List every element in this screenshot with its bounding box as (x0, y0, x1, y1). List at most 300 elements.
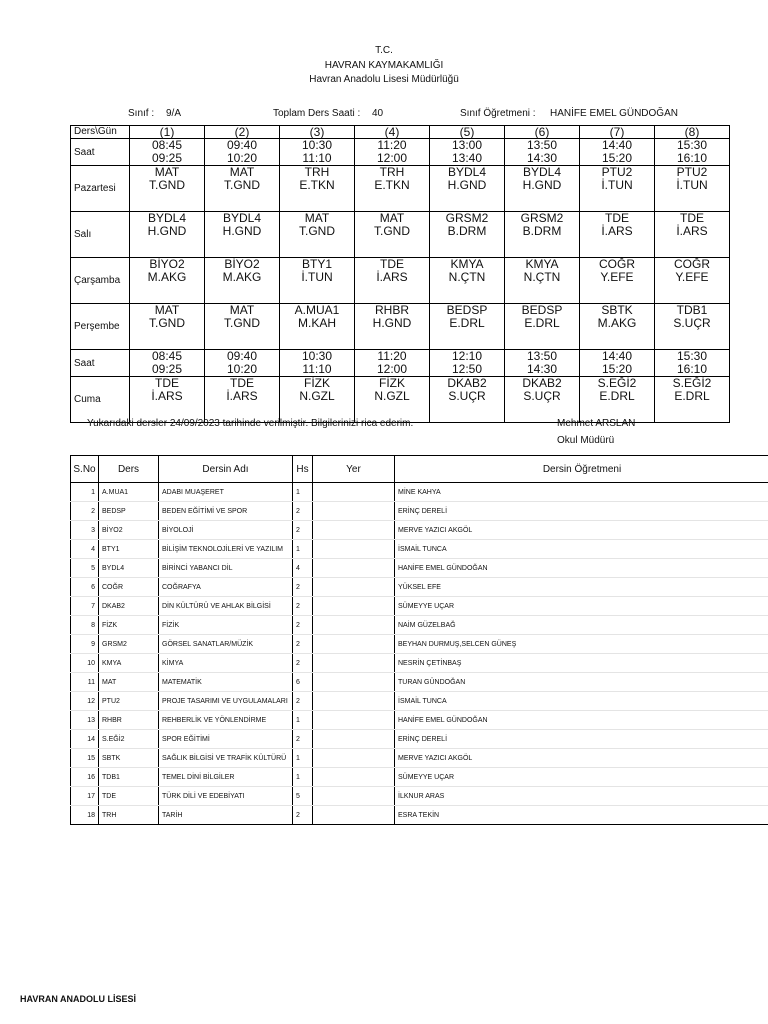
row-number: 3 (71, 521, 99, 540)
lesson-hours: 2 (293, 692, 313, 711)
class-value: 9/A (166, 108, 182, 119)
time-row (71, 139, 730, 166)
lesson-hours: 2 (293, 578, 313, 597)
table-row (71, 502, 768, 521)
teacher-code: M.KAH (297, 316, 336, 330)
lesson-room (313, 616, 395, 635)
lesson-code: BEDSP (521, 303, 563, 317)
table-row (71, 673, 768, 692)
lesson-hours: 2 (293, 635, 313, 654)
lesson-room (313, 711, 395, 730)
lesson-name: BİLİŞİM TEKNOLOJİLERİ VE YAZILIM (159, 540, 293, 559)
start-time: 08:45 (151, 138, 183, 152)
lesson-room (313, 597, 395, 616)
lesson-code: GRSM2 (520, 211, 564, 225)
class-teacher-label: Sınıf Öğretmeni : (460, 108, 536, 119)
time-label: Saat (71, 139, 130, 166)
lesson-code: TDE (230, 376, 254, 390)
lesson-cell (580, 258, 655, 304)
table-row (71, 711, 768, 730)
teacher-code: H.GND (147, 224, 187, 238)
lesson-room (313, 540, 395, 559)
row-number: 12 (71, 692, 99, 711)
lesson-code: PTU2 (601, 165, 633, 179)
header-authority: HAVRAN KAYMAKAMLIĞI (324, 60, 444, 71)
start-time: 09:40 (226, 349, 258, 363)
table-row (71, 559, 768, 578)
lesson-teacher: İSMAİL TUNCA (395, 692, 768, 711)
teacher-code: Y.EFE (600, 270, 634, 284)
lesson-name: SAĞLIK BİLGİSİ VE TRAFİK KÜLTÜRÜ (159, 749, 293, 768)
lesson-cell (505, 377, 580, 423)
row-number: 2 (71, 502, 99, 521)
period-header: (2) (205, 126, 280, 139)
teacher-code: N.ÇTN (523, 270, 561, 284)
lesson-hours: 1 (293, 540, 313, 559)
lesson-cell (505, 258, 580, 304)
end-time: 10:20 (226, 362, 258, 376)
lesson-code: BİYO2 (149, 257, 185, 271)
period-header: (8) (655, 126, 730, 139)
table-row (71, 806, 768, 825)
teacher-code: S.UÇR (523, 389, 561, 403)
col-header-name: Dersin Adı (159, 456, 293, 483)
lesson-cell (580, 377, 655, 423)
lesson-cell (280, 377, 355, 423)
day-row (71, 258, 730, 304)
time-cell (505, 139, 580, 166)
lesson-code: BTY1 (301, 257, 332, 271)
lesson-cell (205, 212, 280, 258)
lesson-cell (280, 258, 355, 304)
lesson-teacher: SÜMEYYE UÇAR (395, 597, 768, 616)
lesson-code: DKAB2 (447, 376, 487, 390)
end-time: 12:00 (376, 362, 408, 376)
lesson-teacher: MERVE YAZICI AKGÖL (395, 521, 768, 540)
end-time: 11:10 (302, 362, 332, 376)
lesson-code: MAT (154, 165, 180, 179)
teacher-code: M.AKG (147, 270, 187, 284)
lesson-code: MAT (229, 303, 255, 317)
lesson-code: TRH (379, 165, 405, 179)
lesson-cell (130, 166, 205, 212)
period-header: (7) (580, 126, 655, 139)
footnote-text: Yukarıdaki dersler 24/09/2023 tarihinde verilmiştir. Bilgilerinizi rica ederim. (87, 418, 414, 429)
teacher-code: T.GND (149, 178, 185, 192)
time-cell (430, 139, 505, 166)
period-header: (4) (355, 126, 430, 139)
lesson-name: TARİH (159, 806, 293, 825)
time-cell (505, 350, 580, 377)
end-time: 15:20 (601, 151, 633, 165)
lesson-code: BİYO2 (99, 521, 159, 540)
end-time: 16:10 (676, 362, 708, 376)
lesson-teacher: HANİFE EMEL GÜNDOĞAN (395, 711, 768, 730)
time-cell (130, 139, 205, 166)
total-hours-label: Toplam Ders Saati : (273, 108, 361, 119)
lesson-teacher: İSMAİL TUNCA (395, 540, 768, 559)
col-header-no: S.No (71, 456, 99, 483)
lesson-code: FİZK (379, 376, 405, 390)
class-teacher-value: HANİFE EMEL GÜNDOĞAN (550, 108, 678, 119)
lesson-name: REHBERLİK VE YÖNLENDİRME (159, 711, 293, 730)
lesson-cell (580, 304, 655, 350)
lesson-cell (580, 166, 655, 212)
teacher-code: İ.ARS (376, 270, 408, 284)
table-row (71, 597, 768, 616)
lesson-code: MAT (99, 673, 159, 692)
row-number: 9 (71, 635, 99, 654)
day-row (71, 166, 730, 212)
row-number: 11 (71, 673, 99, 692)
lesson-code: RHBR (99, 711, 159, 730)
lesson-cell (430, 212, 505, 258)
teacher-code: E.DRL (524, 316, 560, 330)
lesson-code: DKAB2 (522, 376, 562, 390)
lesson-code: BİYO2 (224, 257, 260, 271)
table-row (71, 768, 768, 787)
principal-title: Okul Müdürü (557, 435, 615, 446)
teacher-code: İ.TUN (676, 178, 708, 192)
lesson-name: MATEMATİK (159, 673, 293, 692)
teacher-code: T.GND (149, 316, 185, 330)
lesson-code: TDE (155, 376, 179, 390)
lesson-cell (355, 258, 430, 304)
lesson-teacher: ERİNÇ DERELİ (395, 730, 768, 749)
lesson-code: BTY1 (99, 540, 159, 559)
lesson-code: SBTK (99, 749, 159, 768)
teacher-code: N.GZL (374, 389, 410, 403)
lesson-cell (430, 377, 505, 423)
start-time: 12:10 (451, 349, 483, 363)
row-number: 15 (71, 749, 99, 768)
teacher-code: E.DRL (599, 389, 635, 403)
lesson-teacher: BEYHAN DURMUŞ,SELCEN GÜNEŞ (395, 635, 768, 654)
lesson-cell (505, 304, 580, 350)
teacher-code: E.TKN (299, 178, 335, 192)
row-number: 5 (71, 559, 99, 578)
lesson-code: A.MUA1 (294, 303, 340, 317)
time-cell (130, 350, 205, 377)
time-cell (355, 350, 430, 377)
time-cell (580, 350, 655, 377)
lesson-room (313, 502, 395, 521)
start-time: 13:50 (526, 349, 558, 363)
lesson-room (313, 559, 395, 578)
lesson-room (313, 578, 395, 597)
table-row (71, 578, 768, 597)
teacher-code: M.AKG (597, 316, 637, 330)
teacher-code: E.DRL (449, 316, 485, 330)
teacher-code: S.UÇR (673, 316, 711, 330)
lesson-code: BYDL4 (522, 165, 562, 179)
lesson-cell (130, 212, 205, 258)
table-row (71, 635, 768, 654)
period-header: (1) (130, 126, 205, 139)
lesson-hours: 2 (293, 730, 313, 749)
lesson-cell (655, 258, 730, 304)
lesson-code: TDE (680, 211, 704, 225)
lesson-name: FİZİK (159, 616, 293, 635)
time-cell (205, 350, 280, 377)
end-time: 14:30 (526, 151, 558, 165)
lesson-name: COĞRAFYA (159, 578, 293, 597)
lesson-code: BYDL4 (147, 211, 187, 225)
lesson-code: SBTK (601, 303, 633, 317)
schedule-header-row (71, 126, 730, 139)
start-time: 15:30 (676, 349, 708, 363)
lesson-hours: 5 (293, 787, 313, 806)
lesson-cell (430, 304, 505, 350)
teacher-code: E.DRL (674, 389, 710, 403)
lesson-code: TDB1 (99, 768, 159, 787)
teacher-code: İ.ARS (676, 224, 708, 238)
corner-cell: Ders\Gün (71, 126, 130, 139)
teacher-code: H.GND (372, 316, 412, 330)
teacher-code: T.GND (224, 316, 260, 330)
lesson-hours: 1 (293, 483, 313, 502)
lesson-name: TÜRK DİLİ VE EDEBİYATI (159, 787, 293, 806)
teacher-code: B.DRM (447, 224, 487, 238)
lesson-name: ADABI MUAŞERET (159, 483, 293, 502)
lesson-cell (505, 212, 580, 258)
lesson-code: COĞR (599, 257, 635, 271)
lesson-cell (130, 304, 205, 350)
start-time: 14:40 (601, 349, 633, 363)
lesson-name: PROJE TASARIMI VE UYGULAMALARI (159, 692, 293, 711)
lesson-cell (205, 166, 280, 212)
lesson-hours: 2 (293, 616, 313, 635)
lesson-code: BEDSP (99, 502, 159, 521)
header-school: Havran Anadolu Lisesi Müdürlüğü (309, 74, 459, 85)
teacher-code: İ.ARS (151, 389, 183, 403)
time-cell (280, 350, 355, 377)
lesson-teacher: MERVE YAZICI AKGÖL (395, 749, 768, 768)
end-time: 15:20 (601, 362, 633, 376)
lesson-name: BEDEN EĞİTİMİ VE SPOR (159, 502, 293, 521)
lesson-room (313, 806, 395, 825)
lesson-cell (355, 304, 430, 350)
lesson-cell (280, 212, 355, 258)
table-row (71, 787, 768, 806)
lesson-room (313, 730, 395, 749)
lesson-cell (205, 258, 280, 304)
teacher-code: T.GND (224, 178, 260, 192)
start-time: 08:45 (151, 349, 183, 363)
teacher-code: T.GND (299, 224, 335, 238)
table-row (71, 749, 768, 768)
day-label: Cuma (71, 377, 130, 423)
lesson-code: TDB1 (676, 303, 708, 317)
table-row (71, 616, 768, 635)
start-time: 10:30 (301, 138, 333, 152)
col-header-code: Ders (99, 456, 159, 483)
lesson-hours: 2 (293, 806, 313, 825)
table-row (71, 521, 768, 540)
weekly-schedule-table (70, 125, 730, 423)
lesson-code: KMYA (525, 257, 559, 271)
lesson-code: BYDL4 (222, 211, 262, 225)
col-header-hours: Hs (293, 456, 313, 483)
lesson-cell (655, 377, 730, 423)
day-label: Çarşamba (71, 258, 130, 304)
lesson-code: MAT (304, 211, 330, 225)
teacher-code: H.GND (222, 224, 262, 238)
lesson-room (313, 749, 395, 768)
end-time: 11:10 (302, 151, 332, 165)
principal-name: Mehmet ARSLAN (557, 418, 636, 429)
teacher-code: İ.TUN (301, 270, 333, 284)
end-time: 09:25 (151, 362, 183, 376)
lesson-code: PTU2 (676, 165, 708, 179)
time-cell (655, 350, 730, 377)
teacher-code: H.GND (522, 178, 562, 192)
col-header-room: Yer (313, 456, 395, 483)
lesson-cell (280, 166, 355, 212)
lesson-cell (430, 166, 505, 212)
row-number: 7 (71, 597, 99, 616)
teacher-code: Y.EFE (675, 270, 709, 284)
lesson-code: MAT (229, 165, 255, 179)
lesson-code: BYDL4 (447, 165, 487, 179)
end-time: 12:50 (451, 362, 483, 376)
lesson-cell (580, 212, 655, 258)
lesson-hours: 1 (293, 711, 313, 730)
lesson-teacher: ESRA TEKİN (395, 806, 768, 825)
end-time: 16:10 (676, 151, 708, 165)
lesson-room (313, 654, 395, 673)
day-label: Salı (71, 212, 130, 258)
lesson-hours: 2 (293, 597, 313, 616)
teacher-code: İ.ARS (601, 224, 633, 238)
lesson-code: MAT (154, 303, 180, 317)
day-label: Perşembe (71, 304, 130, 350)
start-time: 15:30 (676, 138, 708, 152)
lesson-cell (280, 304, 355, 350)
lesson-room (313, 768, 395, 787)
teacher-code: T.GND (374, 224, 410, 238)
teacher-code: H.GND (447, 178, 487, 192)
lesson-cell (430, 258, 505, 304)
end-time: 10:20 (226, 151, 258, 165)
lesson-room (313, 483, 395, 502)
lesson-cell (355, 377, 430, 423)
lesson-hours: 2 (293, 502, 313, 521)
class-label: Sınıf : (128, 108, 155, 119)
row-number: 14 (71, 730, 99, 749)
lesson-hours: 4 (293, 559, 313, 578)
lesson-cell (205, 304, 280, 350)
start-time: 09:40 (226, 138, 258, 152)
end-time: 14:30 (526, 362, 558, 376)
lesson-room (313, 787, 395, 806)
lesson-hours: 1 (293, 768, 313, 787)
lesson-room (313, 692, 395, 711)
time-cell (430, 350, 505, 377)
school-footer: HAVRAN ANADOLU LİSESİ (20, 994, 137, 1004)
lesson-code: TRH (304, 165, 330, 179)
total-hours-value: 40 (372, 108, 384, 119)
lesson-teacher: ERİNÇ DERELİ (395, 502, 768, 521)
lesson-hours: 2 (293, 521, 313, 540)
lesson-code: BEDSP (446, 303, 488, 317)
time-cell (655, 139, 730, 166)
row-number: 10 (71, 654, 99, 673)
table-row (71, 540, 768, 559)
lesson-code: FİZK (99, 616, 159, 635)
lesson-code: GRSM2 (99, 635, 159, 654)
period-header: (3) (280, 126, 355, 139)
lesson-room (313, 673, 395, 692)
lesson-teacher: İLKNUR ARAS (395, 787, 768, 806)
lesson-name: KİMYA (159, 654, 293, 673)
lesson-teacher: YÜKSEL EFE (395, 578, 768, 597)
lesson-cell (505, 166, 580, 212)
time-cell (580, 139, 655, 166)
lesson-code: COĞR (99, 578, 159, 597)
lesson-cell (205, 377, 280, 423)
lesson-teacher: NAİM GÜZELBAĞ (395, 616, 768, 635)
lesson-cell (655, 212, 730, 258)
lesson-code: PTU2 (99, 692, 159, 711)
lesson-room (313, 635, 395, 654)
time-cell (205, 139, 280, 166)
lessons-table (70, 455, 768, 825)
day-row (71, 212, 730, 258)
end-time: 12:00 (376, 151, 408, 165)
lesson-cell (655, 166, 730, 212)
lesson-hours: 2 (293, 654, 313, 673)
row-number: 17 (71, 787, 99, 806)
row-number: 1 (71, 483, 99, 502)
lesson-teacher: TURAN GÜNDOĞAN (395, 673, 768, 692)
teacher-code: İ.ARS (226, 389, 258, 403)
lesson-name: SPOR EĞİTİMİ (159, 730, 293, 749)
lesson-code: BYDL4 (99, 559, 159, 578)
lesson-name: BİYOLOJİ (159, 521, 293, 540)
lesson-teacher: HANİFE EMEL GÜNDOĞAN (395, 559, 768, 578)
table-row (71, 483, 768, 502)
time-row (71, 350, 730, 377)
day-label: Pazartesi (71, 166, 130, 212)
lesson-cell (355, 166, 430, 212)
period-header: (5) (430, 126, 505, 139)
lesson-code: TDE (380, 257, 404, 271)
lesson-code: TDE (605, 211, 629, 225)
row-number: 4 (71, 540, 99, 559)
lesson-hours: 1 (293, 749, 313, 768)
start-time: 13:50 (526, 138, 558, 152)
table-row (71, 692, 768, 711)
day-row (71, 377, 730, 423)
teacher-code: M.AKG (222, 270, 262, 284)
lesson-code: KMYA (450, 257, 484, 271)
lesson-cell (130, 258, 205, 304)
teacher-code: N.GZL (299, 389, 335, 403)
start-time: 13:00 (451, 138, 483, 152)
lesson-code: S.EĞİ2 (597, 376, 637, 390)
lesson-code: S.EĞİ2 (672, 376, 712, 390)
start-time: 11:20 (377, 349, 407, 363)
lesson-code: MAT (379, 211, 405, 225)
time-cell (355, 139, 430, 166)
lesson-code: GRSM2 (445, 211, 489, 225)
start-time: 10:30 (301, 349, 333, 363)
teacher-code: S.UÇR (448, 389, 486, 403)
lesson-teacher: SÜMEYYE UÇAR (395, 768, 768, 787)
lesson-teacher: NESRİN ÇETİNBAŞ (395, 654, 768, 673)
lesson-code: S.EĞİ2 (99, 730, 159, 749)
